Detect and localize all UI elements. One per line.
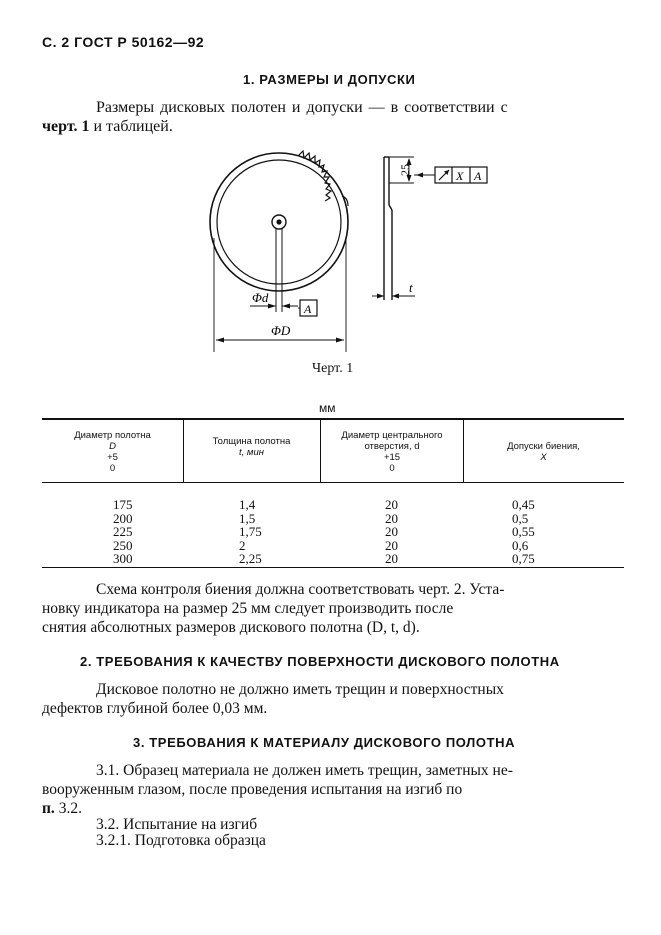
table-cell: 1,5 [239, 510, 256, 526]
after-table-line-2: новку индикатора на размер 25 мм следует производить после [42, 600, 454, 617]
table-cell: 20 [385, 524, 398, 539]
label-25: 25 [398, 164, 412, 176]
dim-d-arrow [268, 304, 276, 309]
disc-front-view [210, 151, 348, 352]
drawing-1 [0, 0, 661, 400]
dim-D-arrow-right [336, 338, 344, 343]
table-cell: 300 [113, 551, 133, 566]
label-t: t [409, 280, 413, 295]
table-cell: 20 [385, 497, 398, 512]
after-table-line-3: снятия абсолютных размеров дискового полотна (D, t, d). [42, 619, 420, 636]
header-col-X: Допуски биения, X [507, 441, 580, 463]
header-col-t: Толщина полотна t, мин [212, 436, 291, 458]
table-cell: 2,25 [239, 551, 262, 566]
section-2-line-1: Дисковое полотно не должно иметь трещин и поверхностных [96, 681, 504, 698]
table-bottom-rule [42, 567, 624, 568]
page-header: С. 2 ГОСТ Р 50162—92 [42, 34, 205, 50]
section-2-title: 2. ТРЕБОВАНИЯ К КАЧЕСТВУ ПОВЕРХНОСТИ ДИСКОВОГО ПОЛОТНА [80, 654, 560, 669]
chart-ref-bold: черт. 1 [42, 118, 90, 135]
section-2-line-2: дефектов глубиной более 0,03 мм. [42, 700, 268, 717]
section-3-p1-line-3 [42, 800, 82, 818]
section-3-p1-line-2: вооруженным глазом, после проведения испытания на изгиб по [42, 781, 463, 798]
table-cell: 0,5 [512, 510, 529, 526]
column-d-values [385, 498, 398, 566]
table-cell: 0,45 [512, 497, 535, 512]
label-d: Φd [252, 290, 269, 305]
clause-ref-bold: п. [42, 800, 55, 817]
header-col-d: Диаметр центрального отверстия, d +15 0 [341, 430, 443, 474]
after-table-line-1: Схема контроля биения должна соответствовать черт. 2. Уста- [96, 581, 505, 598]
section-1-title: 1. РАЗМЕРЫ И ДОПУСКИ [243, 72, 416, 87]
table-cell: 175 [113, 497, 133, 512]
saw-teeth [298, 151, 331, 201]
dim-D-arrow-left [216, 338, 224, 343]
table-cell: 0,75 [512, 551, 535, 566]
column-t-values [239, 498, 262, 566]
table-cell: 0,6 [512, 537, 529, 553]
intro-rest: и таблицей. [89, 118, 173, 135]
table-vline-2 [320, 419, 321, 482]
section-3-p2: 3.2. Испытание на изгиб [96, 816, 258, 833]
column-X-values [512, 498, 535, 566]
label-A: A [304, 302, 312, 316]
disc-side-view [372, 157, 487, 300]
center-point [277, 220, 281, 224]
table-cell: 20 [385, 510, 398, 526]
table-cell: 20 [385, 551, 398, 566]
header-col-D: Диаметр полотна D +5 0 [74, 430, 151, 474]
table-header-rule [42, 482, 624, 483]
table-top-rule [42, 418, 624, 420]
table-cell: 225 [113, 524, 133, 539]
table-cell: 20 [385, 537, 398, 553]
column-D-values [113, 498, 133, 566]
section-3-p1-line-1: 3.1. Образец материала не должен иметь трещин, заметных не- [96, 762, 513, 779]
figure-caption: Черт. 1 [312, 361, 354, 376]
section-3-p3: 3.2.1. Подготовка образца [96, 832, 266, 849]
label-X: X [456, 169, 464, 183]
table-cell: 0,55 [512, 524, 535, 539]
dim-d-arrow-right [282, 304, 290, 309]
label-A-frame: A [474, 169, 482, 183]
label-D: ΦD [271, 323, 291, 338]
table-cell: 2 [239, 537, 246, 553]
table-cell: 1,4 [239, 497, 256, 512]
section-3-title: 3. ТРЕБОВАНИЯ К МАТЕРИАЛУ ДИСКОВОГО ПОЛОТНА [133, 735, 516, 750]
table-cell: 200 [113, 510, 133, 526]
table-unit: мм [319, 401, 336, 415]
section-1-intro-line-1: Размеры дисковых полотен и допуски — в соответствии с [96, 99, 508, 116]
table-cell: 1,75 [239, 524, 262, 539]
clause-ref-rest: 3.2. [54, 800, 82, 817]
table-cell: 250 [113, 537, 133, 553]
